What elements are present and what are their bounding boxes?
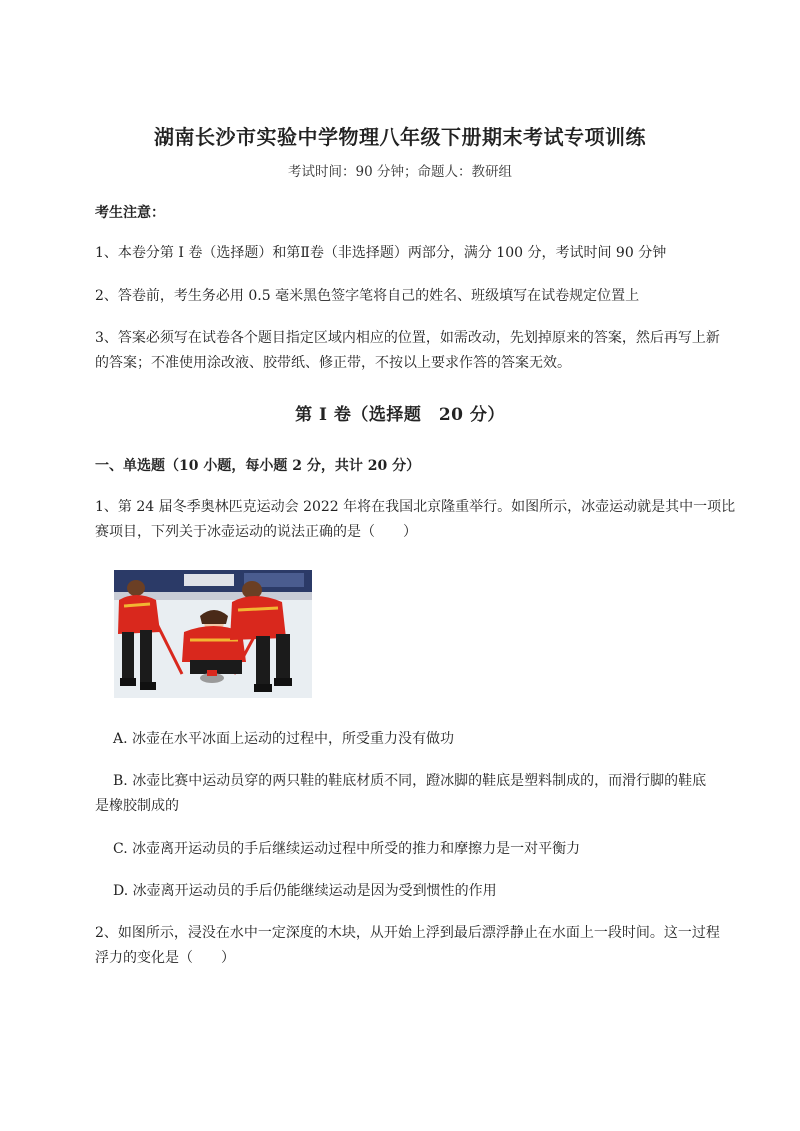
- question-2-stem-line: 2、如图所示，浸没在水中一定深度的木块，从开始上浮到最后漂浮静止在水面上一段时间。这一过程: [95, 925, 720, 941]
- question-1-option-c: C. 冰壶离开运动员的手后继续运动过程中所受的推力和摩擦力是一对平衡力: [113, 841, 581, 857]
- question-1-option-b: B. 冰壶比赛中运动员穿的两只鞋的鞋底材质不同，蹬冰脚的鞋底是塑料制成的，而滑行脚的鞋底: [113, 773, 707, 789]
- notice-item-continued: 的答案；不准使用涂改液、胶带纸、修正带，不按以上要求作答的答案无效。: [95, 355, 571, 371]
- question-2-stem-line: 浮力的变化是（ ）: [95, 950, 235, 966]
- notice-item: 2、答卷前，考生务必用 0.5 毫米黑色签字笔将自己的姓名、班级填写在试卷规定位置上: [95, 288, 640, 304]
- notice-item: 1、本卷分第 I 卷（选择题）和第Ⅱ卷（非选择题）两部分，满分 100 分，考试时间 90 分钟: [95, 245, 667, 261]
- notice-item: 3、答案必须写在试卷各个题目指定区域内相应的位置，如需改动，先划掉原来的答案，然后再写上新: [95, 330, 720, 346]
- exam-title: 湖南长沙市实验中学物理八年级下册期末考试专项训练: [154, 125, 646, 149]
- section-title: 第 I 卷（选择题 20 分）: [295, 405, 505, 425]
- question-1-option-a: A. 冰壶在水平冰面上运动的过程中，所受重力没有做功: [113, 731, 455, 747]
- notice-heading: 考生注意：: [95, 205, 165, 221]
- question-1-stem-line: 1、第 24 届冬季奥林匹克运动会 2022 年将在我国北京隆重举行。如图所示，冰壶运动就是其中一项比: [95, 499, 736, 515]
- question-1-stem-line: 赛项目，下列关于冰壶运动的说法正确的是（ ）: [95, 524, 417, 540]
- question-1-option-d: D. 冰壶离开运动员的手后仍能继续运动是因为受到惯性的作用: [113, 883, 497, 899]
- question-1-option-b-continued: 是橡胶制成的: [95, 798, 179, 814]
- curling-photo: [114, 570, 312, 698]
- part-heading: 一、单选题（10 小题，每小题 2 分，共计 20 分）: [95, 458, 421, 474]
- exam-subtitle: 考试时间：90 分钟；命题人：教研组: [288, 164, 512, 180]
